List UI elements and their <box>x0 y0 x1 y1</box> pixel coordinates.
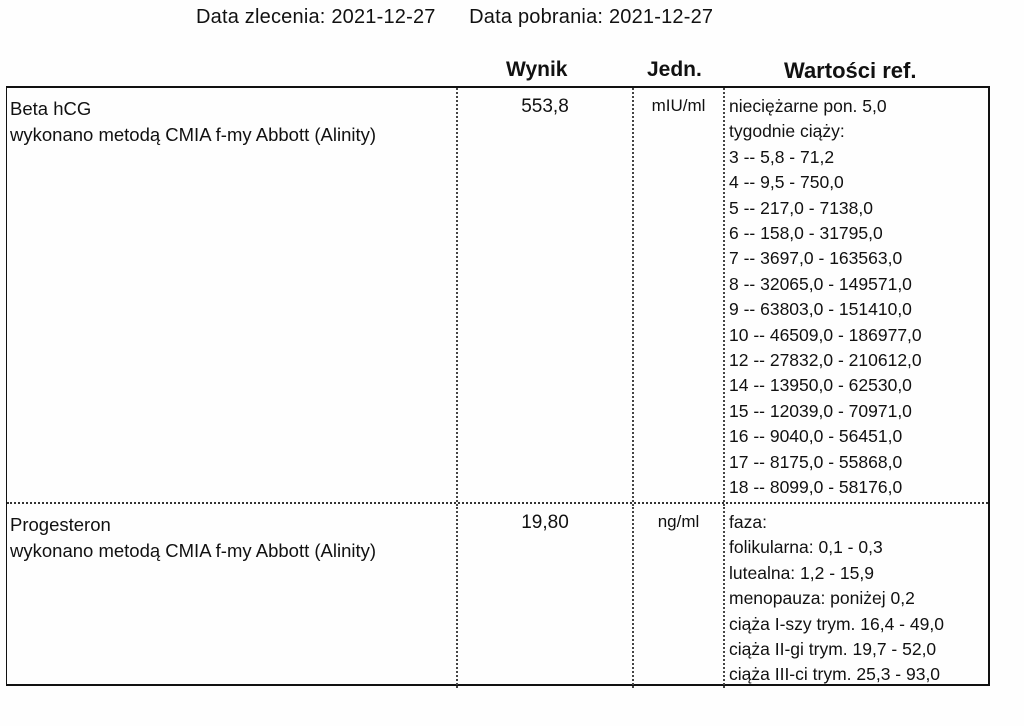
reference-line: tygodnie ciąży: <box>729 121 845 142</box>
reference-line: 9 -- 63803,0 - 151410,0 <box>729 299 912 320</box>
reference-line: 4 -- 9,5 - 750,0 <box>729 172 844 193</box>
reference-line: 17 -- 8175,0 - 55868,0 <box>729 451 903 472</box>
collection-date-label: Data pobrania: <box>469 6 604 28</box>
reference-values <box>723 88 989 502</box>
reference-line: 15 -- 12039,0 - 70971,0 <box>729 400 912 421</box>
test-method: wykonano metodą CMIA f-my Abbott (Alinity) <box>10 540 377 561</box>
reference-line: 8 -- 32065,0 - 149571,0 <box>729 273 912 294</box>
table-header <box>0 58 1024 86</box>
reference-line: menopauza: poniżej 0,2 <box>729 588 915 609</box>
reference-line: ciąża III-ci trym. 25,3 - 93,0 <box>729 664 941 685</box>
test-result: 553,8 <box>456 88 632 502</box>
test-unit: ng/ml <box>632 504 723 688</box>
reference-line: nieciężarne pon. 5,0 <box>729 96 887 116</box>
test-name-cell <box>7 88 456 502</box>
reference-line: 3 -- 5,8 - 71,2 <box>729 146 835 167</box>
results-table <box>6 86 990 686</box>
test-method: wykonano metodą CMIA f-my Abbott (Alinity) <box>10 124 377 145</box>
reference-line: 7 -- 3697,0 - 163563,0 <box>729 248 903 269</box>
reference-line: 10 -- 46509,0 - 186977,0 <box>729 324 922 345</box>
reference-line: folikularna: 0,1 - 0,3 <box>729 537 883 558</box>
reference-line: faza: <box>729 512 767 532</box>
reference-line: 6 -- 158,0 - 31795,0 <box>729 223 883 244</box>
reference-values <box>723 504 989 688</box>
reference-line: ciąża II-gi trym. 19,7 - 52,0 <box>729 639 937 660</box>
order-date-label: Data zlecenia: <box>196 6 326 28</box>
collection-date: 2021-12-27 <box>608 6 714 28</box>
test-unit: mIU/ml <box>632 88 723 502</box>
table-row <box>7 502 988 688</box>
test-name: Progesteron <box>10 514 111 535</box>
reference-line: 12 -- 27832,0 - 210612,0 <box>729 350 922 371</box>
order-date: 2021-12-27 <box>331 6 436 28</box>
column-header-result: Wynik <box>506 58 568 81</box>
reference-line: 18 -- 8099,0 - 58176,0 <box>729 477 903 498</box>
reference-line: 5 -- 217,0 - 7138,0 <box>729 197 873 218</box>
test-name-cell <box>7 504 456 688</box>
column-header-unit: Jedn. <box>647 58 702 81</box>
report-dates <box>196 6 713 29</box>
table-row <box>7 88 988 502</box>
test-result: 19,80 <box>456 504 632 688</box>
column-header-reference: Wartości ref. <box>784 58 917 83</box>
reference-line: 14 -- 13950,0 - 62530,0 <box>729 375 912 396</box>
reference-line: lutealna: 1,2 - 15,9 <box>729 562 874 583</box>
reference-line: 16 -- 9040,0 - 56451,0 <box>729 426 903 447</box>
reference-line: ciąża I-szy trym. 16,4 - 49,0 <box>729 613 944 634</box>
test-name: Beta hCG <box>10 98 92 119</box>
